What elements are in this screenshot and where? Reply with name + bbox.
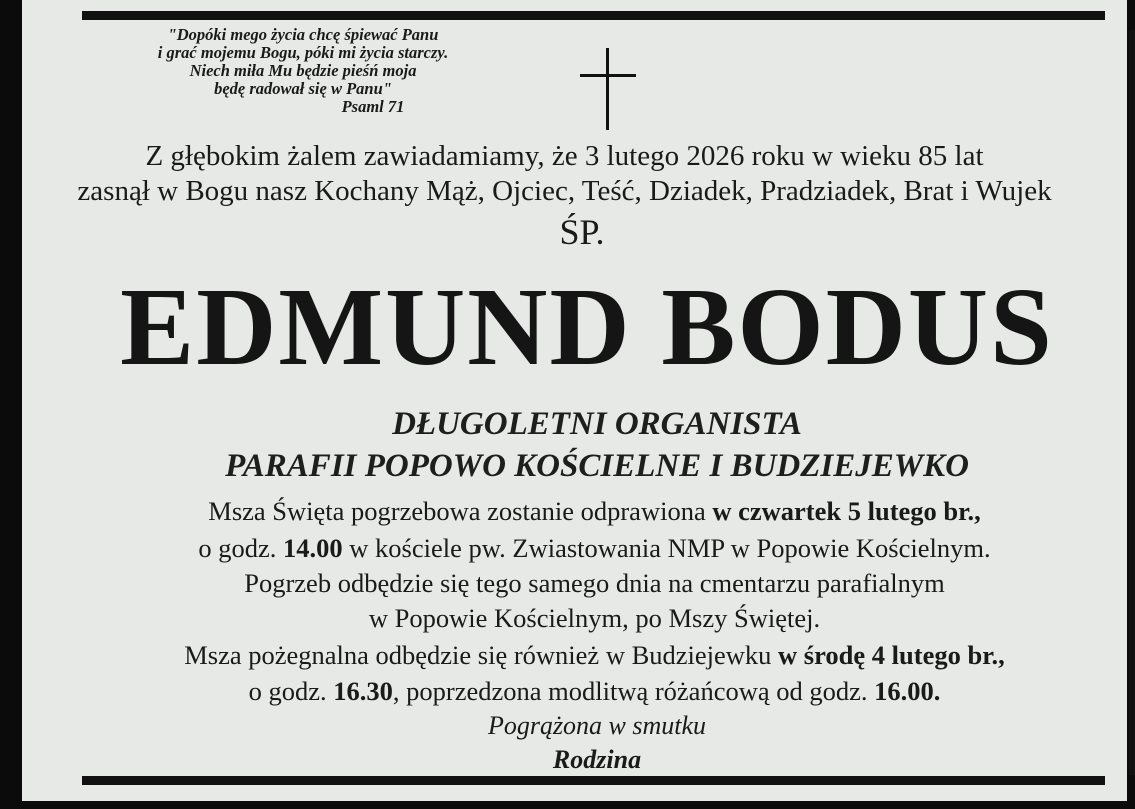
funeral-mass-line (22, 496, 1135, 527)
bottom-border-rule (82, 776, 1105, 785)
farewell-middle: , poprzedzona modlitwą różańcową od godz. (392, 676, 868, 706)
announcement-line-1: Z głębokim żalem zawiadamiamy, że 3 lutego 2026 roku w wieku 85 lat (145, 140, 984, 172)
cross-icon (580, 48, 636, 130)
psalm-line: i grać mojemu Bogu, póki mi życia starczy. (157, 43, 449, 62)
farewell-intro: Msza pożegnalna odbędzie się również w Budziejewku (184, 640, 772, 670)
psalm-line: "Dopóki mego życia chcę śpiewać Panu (167, 25, 439, 44)
mass-day: w czwartek 5 lutego br., (712, 496, 981, 526)
mourning-line: Pogrążona w smutku (487, 711, 707, 740)
farewell-day: w środę 4 lutego br., (778, 640, 1005, 670)
family-signature: Rodzina (552, 745, 642, 774)
farewell-time: 16.30 (333, 676, 393, 706)
honorific: ŚP. (559, 212, 605, 252)
farewell-time-line (22, 676, 1135, 707)
farewell-mass-line (22, 640, 1135, 671)
burial-line-1: Pogrzeb odbędzie się tego samego dnia na cmentarzu parafialnym (244, 568, 945, 598)
farewell-time-prefix: o godz. (248, 676, 327, 706)
mass-intro: Msza Święta pogrzebowa zostanie odprawiona (208, 496, 706, 526)
psalm-line: będę radował się w Panu" (214, 79, 392, 98)
rosary-time: 16.00. (874, 676, 941, 706)
top-border-rule (82, 11, 1105, 20)
announcement-line-2: zasnął w Bogu nasz Kochany Mąż, Ojciec, Teść, Dziadek, Pradziadek, Brat i Wujek (77, 175, 1052, 207)
mass-time: 14.00 (283, 533, 343, 563)
psalm-quote (68, 26, 538, 116)
mass-place: w kościele pw. Zwiastowania NMP w Popowie Kościelnym. (349, 533, 991, 563)
role-line-1: DŁUGOLETNI ORGANISTA (392, 406, 802, 442)
burial-line-2: w Popowie Kościelnym, po Mszy Świętej. (368, 603, 821, 633)
psalm-line: Niech miła Mu będzie pieśń moja (189, 61, 417, 80)
time-prefix: o godz. (198, 533, 277, 563)
deceased-name: EDMUND BODUS (120, 266, 1054, 389)
psalm-reference: Psaml 71 (341, 97, 405, 116)
funeral-time-line (22, 533, 1135, 564)
role-line-2: PARAFII POPOWO KOŚCIELNE I BUDZIEJEWKO (225, 448, 969, 484)
